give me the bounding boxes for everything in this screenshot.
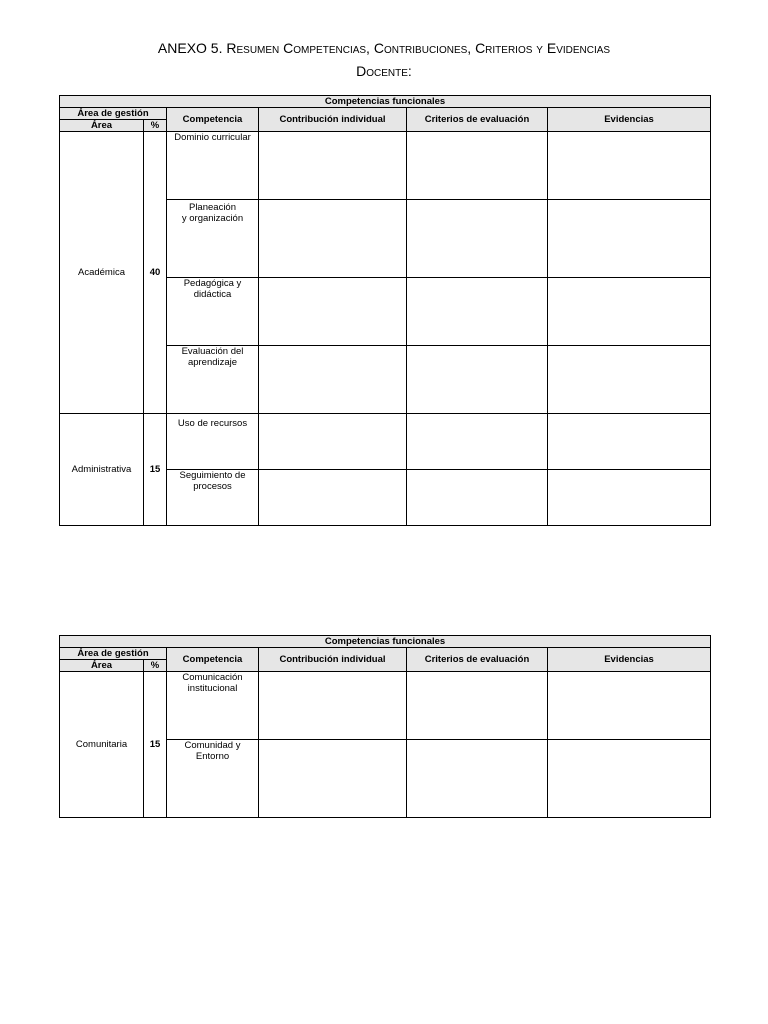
competencias-table-1 <box>59 95 711 526</box>
evidencias-header: Evidencias <box>548 108 711 132</box>
percent-comunitaria: 15 <box>144 672 167 818</box>
competencia-cell: Seguimiento de procesos <box>167 470 259 526</box>
percent-administrativa: 15 <box>144 414 167 526</box>
evidencias-cell[interactable] <box>548 278 711 346</box>
contribucion-cell[interactable] <box>259 132 407 200</box>
evidencias-cell[interactable] <box>548 414 711 470</box>
criterios-cell[interactable] <box>407 414 548 470</box>
area-header: Área <box>60 120 144 132</box>
area-academica: Académica <box>60 132 144 414</box>
criterios-cell[interactable] <box>407 672 548 740</box>
evidencias-header: Evidencias <box>548 648 711 672</box>
competencia-cell: Comunicación institucional <box>167 672 259 740</box>
percent-header: % <box>144 120 167 132</box>
contribucion-cell[interactable] <box>259 672 407 740</box>
contribucion-cell[interactable] <box>259 740 407 818</box>
contribucion-cell[interactable] <box>259 414 407 470</box>
evidencias-cell[interactable] <box>548 470 711 526</box>
area-header: Área <box>60 660 144 672</box>
competencia-cell: Comunidad y Entorno <box>167 740 259 818</box>
percent-academica: 40 <box>144 132 167 414</box>
criterios-cell[interactable] <box>407 200 548 278</box>
criterios-cell[interactable] <box>407 740 548 818</box>
percent-header: % <box>144 660 167 672</box>
contribucion-cell[interactable] <box>259 278 407 346</box>
evidencias-cell[interactable] <box>548 132 711 200</box>
area-group-header: Área de gestión <box>60 648 167 660</box>
contribucion-cell[interactable] <box>259 470 407 526</box>
evidencias-cell[interactable] <box>548 672 711 740</box>
competencia-cell: Evaluación del aprendizaje <box>167 346 259 414</box>
group-header: Competencias funcionales <box>60 96 711 108</box>
evidencias-cell[interactable] <box>548 346 711 414</box>
area-administrativa: Administrativa <box>60 414 144 526</box>
criterios-header: Criterios de evaluación <box>407 108 548 132</box>
area-comunitaria: Comunitaria <box>60 672 144 818</box>
contribucion-header: Contribución individual <box>259 648 407 672</box>
competencia-cell: Dominio curricular <box>167 132 259 200</box>
criterios-cell[interactable] <box>407 132 548 200</box>
competencia-cell: Pedagógica y didáctica <box>167 278 259 346</box>
group-header: Competencias funcionales <box>60 636 711 648</box>
criterios-header: Criterios de evaluación <box>407 648 548 672</box>
competencia-header: Competencia <box>167 648 259 672</box>
evidencias-cell[interactable] <box>548 200 711 278</box>
competencia-cell: Planeación y organización <box>167 200 259 278</box>
criterios-cell[interactable] <box>407 278 548 346</box>
criterios-cell[interactable] <box>407 470 548 526</box>
competencia-cell: Uso de recursos <box>167 414 259 470</box>
contribucion-header: Contribución individual <box>259 108 407 132</box>
contribucion-cell[interactable] <box>259 346 407 414</box>
document-subtitle-docente: Docente: <box>356 63 412 79</box>
document-title: ANEXO 5. Resumen Competencias, Contribuciones, Criterios y Evidencias <box>157 40 611 56</box>
evidencias-cell[interactable] <box>548 740 711 818</box>
competencia-header: Competencia <box>167 108 259 132</box>
area-group-header: Área de gestión <box>60 108 167 120</box>
contribucion-cell[interactable] <box>259 200 407 278</box>
competencias-table-2 <box>59 635 711 818</box>
criterios-cell[interactable] <box>407 346 548 414</box>
